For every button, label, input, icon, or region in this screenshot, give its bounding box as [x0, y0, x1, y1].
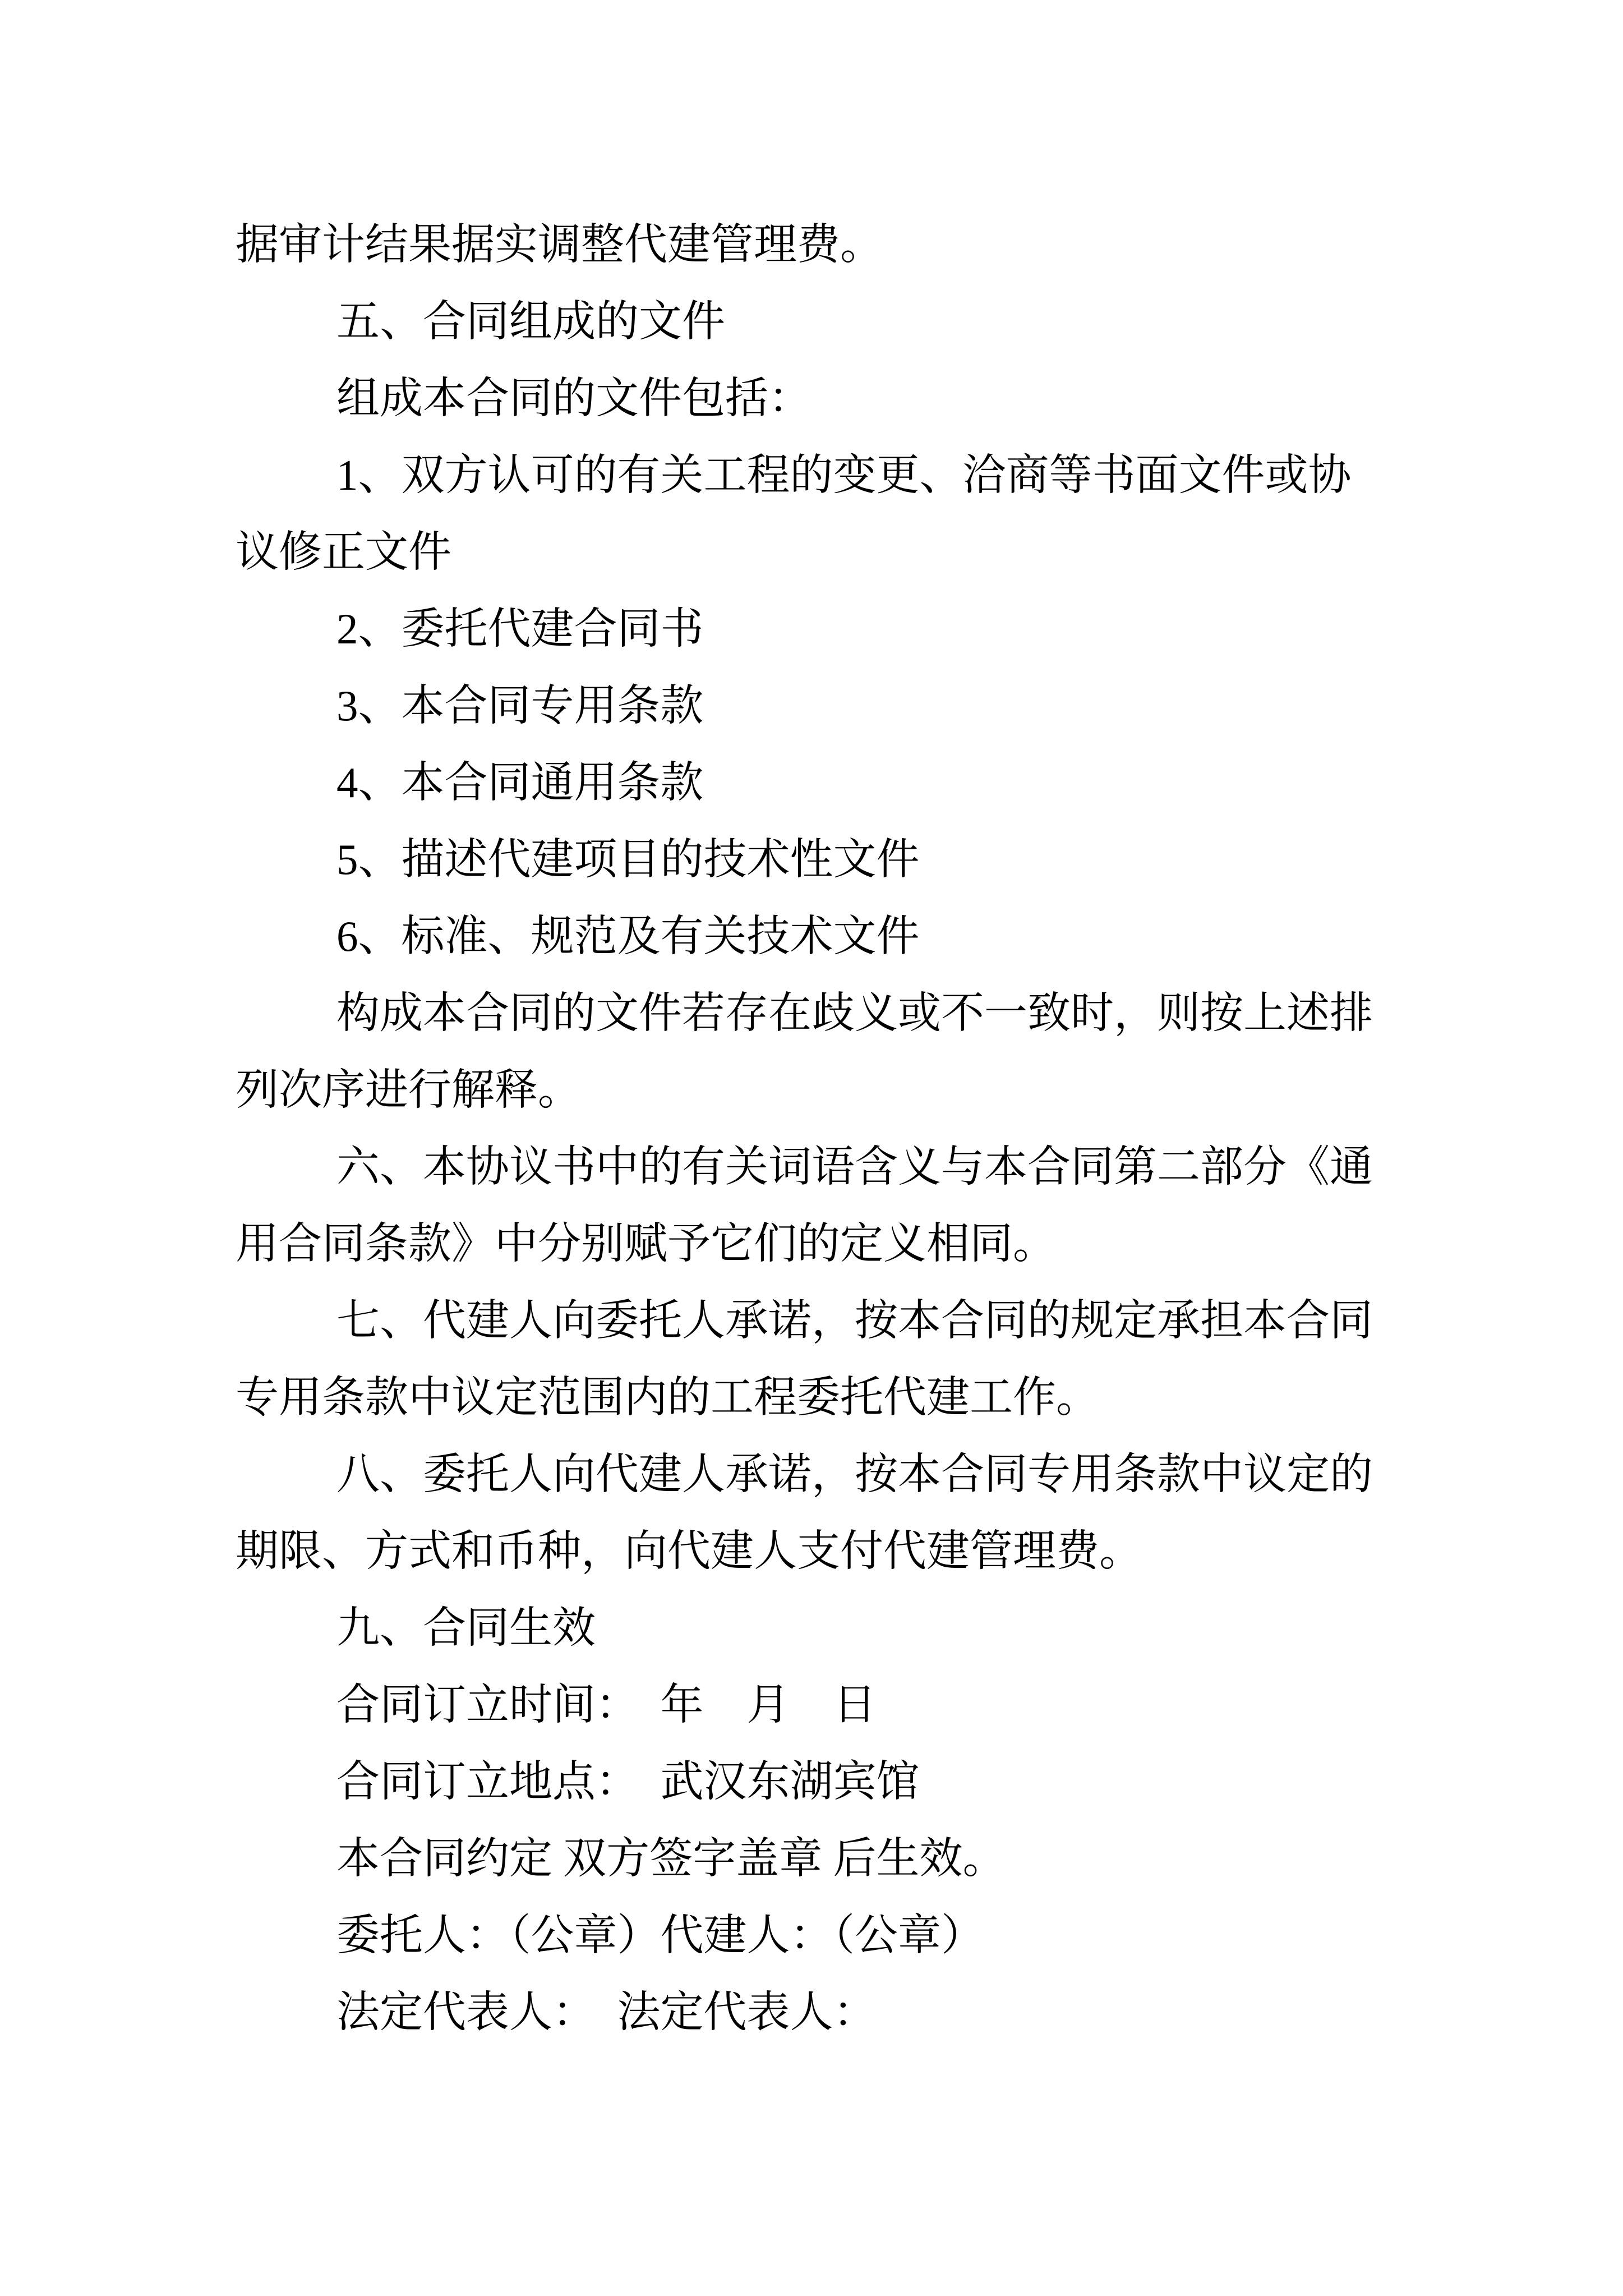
clause5-item5-line: 5、描述代建项目的技术性文件 — [336, 835, 920, 884]
clause5-item1-line: 1、双方认可的有关工程的变更、洽商等书面文件或协 — [336, 451, 1352, 499]
contract-effective-line: 本合同约定 双方签字盖章 后生效。 — [336, 1834, 1006, 1883]
clause8-line2: 期限、方式和币种，向代建人支付代建管理费。 — [236, 1527, 1142, 1575]
clause5-item4-line: 4、本合同通用条款 — [336, 758, 704, 807]
clause5-item3-line: 3、本合同专用条款 — [336, 682, 704, 730]
clause5-interpretation-continuation: 列次序进行解释。 — [236, 1066, 581, 1114]
contract-place-line: 合同订立地点： 武汉东湖宾馆 — [336, 1757, 920, 1806]
clause8-line1: 八、委托人向代建人承诺，按本合同专用条款中议定的 — [336, 1450, 1373, 1498]
clause5-item1-continuation-line: 议修正文件 — [236, 528, 451, 576]
clause5-heading: 五、合同组成的文件 — [336, 297, 725, 346]
contract-date-line: 合同订立时间： 年 月 日 — [336, 1681, 877, 1729]
legal-representatives-line: 法定代表人： 法定代表人： — [336, 1988, 877, 2036]
clause5-intro-line: 组成本合同的文件包括： — [336, 374, 811, 422]
clause6-line1: 六、本协议书中的有关词语含义与本合同第二部分《通 — [336, 1143, 1373, 1191]
clause6-line2: 用合同条款》中分别赋予它们的定义相同。 — [236, 1220, 1056, 1268]
signature-parties-line: 委托人：（公章）代建人：（公章） — [336, 1911, 984, 1959]
clause5-interpretation-line: 构成本合同的文件若存在歧义或不一致时，则按上述排 — [336, 989, 1373, 1037]
clause4-continuation-line: 据审计结果据实调整代建管理费。 — [236, 220, 883, 269]
clause7-line2: 专用条款中议定范围内的工程委托代建工作。 — [236, 1373, 1099, 1421]
document-content — [236, 206, 1430, 2051]
clause9-heading: 九、合同生效 — [336, 1604, 596, 1652]
clause5-item2-line: 2、委托代建合同书 — [336, 605, 704, 653]
clause5-item6-line: 6、标准、规范及有关技术文件 — [336, 912, 920, 960]
clause7-line1: 七、代建人向委托人承诺，按本合同的规定承担本合同 — [336, 1296, 1373, 1345]
